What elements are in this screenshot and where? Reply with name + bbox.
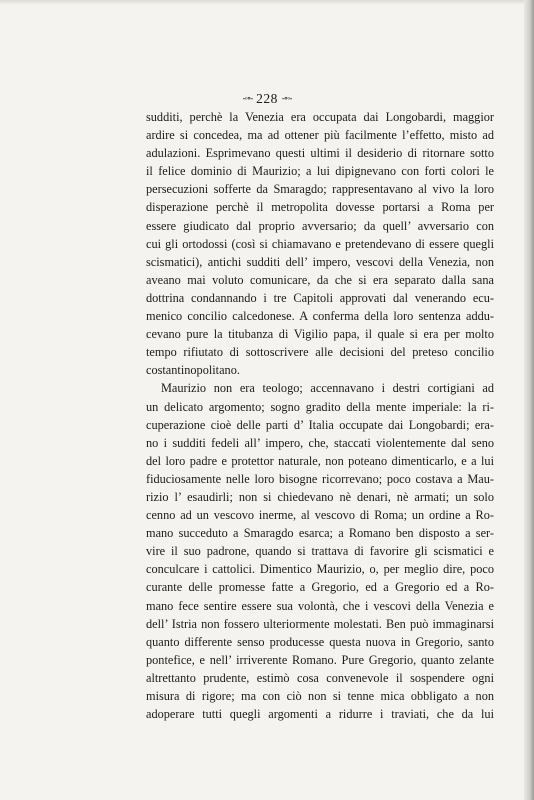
text-line: rizio l’ esaudirli; non si chiedevano nè denari, nè armati; un solo — [146, 489, 494, 504]
text-line: aveano mai voluto comunicare, da che si era separato dalla sana — [146, 272, 494, 287]
text-line: tempo rifiutato di sottoscrivere alle decisioni del preteso concilio — [146, 345, 494, 360]
page-number: 228 — [256, 91, 278, 106]
scan-shadow-right — [524, 0, 534, 800]
text-line: dottrina condannando i tre Capitoli approvati dal venerando ecu- — [146, 290, 494, 305]
text-line: persecuzioni sofferte da Smaragdo; rappresentavano al vivo la loro — [146, 182, 494, 197]
page-header — [0, 91, 534, 107]
text-line: un delicato argomento; sogno gradito della mente imperiale: la ri- — [146, 399, 494, 414]
text-line: conculcare i cattolici. Dimentico Maurizio, o, per meglio dire, poco — [146, 562, 494, 577]
text-line: curante delle promesse fatte a Gregorio, ed a Gregorio ed a Ro- — [146, 580, 494, 595]
text-line: il felice dominio di Maurizio; a lui dipignevano con forti colori le — [146, 164, 494, 179]
text-line: del loro padre e protettor naturale, non poteano dimenticarlo, e a lui — [146, 453, 494, 468]
text-line: pontefice, e nell’ irriverente Romano. Pure Gregorio, quanto zelante — [146, 652, 494, 667]
ornament-left: -◦∘- — [242, 93, 253, 103]
text-line: vire il suo padrone, quando si trattava di favorire gli scismatici e — [146, 544, 494, 559]
text-line: costantinopolitano. — [146, 363, 240, 378]
scan-shadow-top — [0, 0, 534, 5]
text-line: cevano pure la titubanza di Vigilio papa, il quale si era per molto — [146, 327, 494, 342]
text-line: dell’ Istria non fossero ulteriormente molestati. Ben può immaginarsi — [146, 616, 494, 631]
text-line: disperazione perchè il metropolita dovesse portarsi a Roma per — [146, 200, 494, 215]
text-line: essere giudicato dal proprio avversario; da quell’ avversario con — [146, 218, 494, 233]
text-line: quanto differente senso producesse questa nuova in Gregorio, santo — [146, 634, 494, 649]
text-line: mano fece sentire essere sua volontà, che i vescovi della Venezia e — [146, 598, 494, 613]
text-line: Maurizio non era teologo; accennavano i destri cortigiani ad — [161, 381, 494, 396]
text-line: cenno ad un vescovo inerme, al vescovo di Roma; un ordine a Ro- — [146, 508, 494, 523]
text-line: no i sudditi fedeli all’ impero, che, staccati violentemente dal seno — [146, 435, 494, 450]
paragraph-1 — [146, 108, 494, 379]
text-line: adulazioni. Esprimevano questi ultimi il desiderio di ritornare sotto — [146, 146, 494, 161]
text-line: mano succeduto a Smaragdo esarca; a Romano ben disposto a ser- — [146, 526, 494, 541]
text-line: ardire si concedea, ma ad ottener più facilmente l’effetto, misto ad — [146, 128, 494, 143]
text-line: altrettanto prudente, estimò cosa convenevole il sospendere ogni — [146, 670, 494, 685]
text-line: cuperazione cioè delle parti d’ Italia occupate dai Longobardi; era- — [146, 417, 494, 432]
paragraph-2 — [146, 379, 494, 723]
text-line: adoperare tutti quegli argomenti a ridurre i traviati, che da lui — [146, 707, 494, 722]
text-line: misura di rigore; ma con ciò non si tenne mica obbligato a non — [146, 689, 494, 703]
text-line: sudditi, perchè la Venezia era occupata dai Longobardi, maggior — [146, 110, 494, 124]
text-line: scismatici), antichi sudditi dell’ impero, vescovi della Venezia, non — [146, 254, 494, 269]
body-text — [146, 108, 494, 723]
text-line: fiduciosamente nelle loro bisogne ricorrevano; poco costava a Mau- — [146, 471, 494, 486]
ornament-right: -∘◦- — [281, 93, 292, 103]
text-line: cui gli ortodossi (così si chiamavano e pretendevano di essere quegli — [146, 236, 494, 251]
text-line: menico concilio calcedonese. A conferma della loro sentenza addu- — [146, 309, 494, 324]
